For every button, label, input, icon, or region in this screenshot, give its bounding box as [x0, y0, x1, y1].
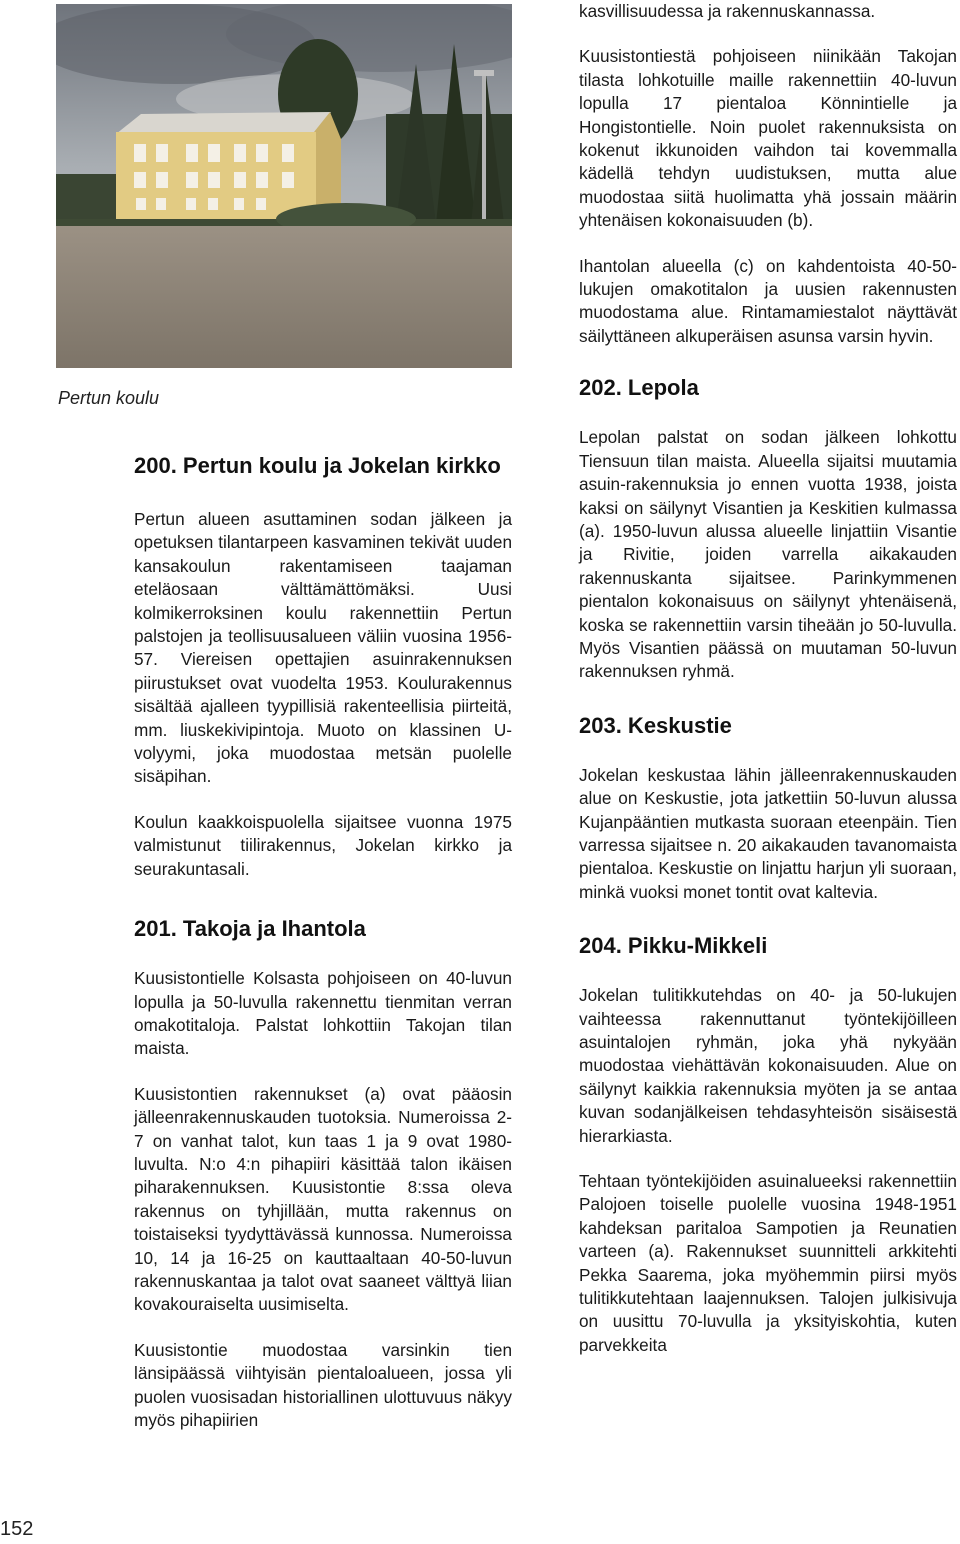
photo-caption: Pertun koulu — [58, 388, 160, 408]
page-number: 152 — [0, 1518, 34, 1540]
paragraph-200-1: Pertun alueen asuttaminen sodan jälkeen ja opetuksen tilantarpeen kasvaminen tekivät uuden kansakoulun rakentamiseen taajaman eteläosaan välttämättömäksi. Uusi kolmikerroksinen koulu rakennettiin Pertun palstojen ja teollisuusalueen väliin vuosina 1956-57. Viereisen opettajien asuinrakennuksen piirustukset ovat vuodelta 1953. Koulurakennus sisältää ajalleen tyypillisiä rakenteellisia piirteitä, mm. liuskekivipintoja. Muoto on klassinen U-volyymi, joka muodostaa metsän puolelle sisäpihan. — [134, 509, 512, 787]
right-column — [579, 0, 957, 1357]
heading-204: 204. Pikku-Mikkeli — [579, 933, 768, 959]
paragraph-201-1: Kuusistontielle Kolsasta pohjoiseen on 40-luvun lopulla ja 50-luvulla rakennettu tienmitan verran omakotitaloja. Palstat lohkottiin Takojan tilan maista. — [134, 968, 512, 1059]
heading-203: 203. Keskustie — [579, 712, 732, 738]
heading-201: 201. Takoja ja Ihantola — [134, 916, 366, 942]
paragraph-201-5: Ihantolan alueella (c) on kahdentoista 40-50-lukujen omakotitalon ja uusien rakennusten muodostama alue. Rintamamiestalot näyttävät säilyttäneen alkuperäisen asunsa varsin hyvin. — [579, 255, 957, 346]
paragraph-200-2: Koulun kaakkoispuolella sijaitsee vuonna 1975 valmistunut tiilirakennus, Jokelan kirkko ja seurakuntasali. — [134, 811, 512, 879]
paragraph-204-2: Tehtaan työntekijöiden asuinalueeksi rakennettiin Palojoen toiselle puolelle vuosina 1948-1951 kahdeksan paritaloa Sampotien ja Reunatien varteen (a). Rakennukset suunnitteli arkkitehti Pekka Saarema, joka myöhemmin piirsi myös tulitikkutehtaan laajennuksen. Talojen julkisivuja on uusittu 70-luvulla ja yksityiskohtia, kuten parvekkeita — [579, 1171, 957, 1355]
school-photo — [56, 4, 512, 368]
paragraph-201-3: Kuusistontie muodostaa varsinkin tien länsipäässä viihtyisän pientaloalueen, jossa yli puolen vuosisadan historiallinen ulottuvuus näkyy myös pihapiirien — [134, 1339, 512, 1430]
paragraph-201-2: Kuusistontien rakennukset (a) ovat pääosin jälleenrakennuskauden tuotoksia. Numeroissa 2-7 on vanhat talot, kun taas 1 ja 9 ovat 1980-luvulta. N:o 4:n pihapiiri käsittää talon ikäisen piharakennuksen. Kuusistontie 8:ssa oleva rakennus on tyhjillään, mutta rakennus on toistaiseksi tyydyttävässä kunnossa. Numeroissa 10, 14 ja 16-25 on kauttaaltaan 40-50-luvun rakennuskantaa ja talot ovat saaneet välttyä liian kovakouraiselta uusimiselta. — [134, 1083, 512, 1315]
paragraph-202: Lepolan palstat on sodan jälkeen lohkottu Tiensuun tilan maista. Alueella sijaitsi muutamia asuin-rakennuksia jo ennen vuotta 1938, joista kaksi on säilynyt Visantien ja Keskitien kulmassa (a). 1950-luvun alussa alueelle linjattiin Visantie ja Rivitie, joiden varrella aikakauden rakennuskanta sijaitsee. Parinkymmenen pientalon kokonaisuus on säilynyt yhtenäisenä, koska se rakennettiin varsin tiheään jo 50-luvulla. Myös Visantien päässä on muutaman 50-luvun rakennuksen ryhmä. — [579, 427, 957, 682]
paragraph-continued: kasvillisuudessa ja rakennuskannassa. — [579, 1, 876, 21]
paragraph-204-1: Jokelan tulitikkutehdas on 40- ja 50-lukujen vaihteessa rakennuttanut työntekijöilleen asuintalojen ryhmän, joka yhä nykyään muodostaa viehättävän kokonaisuuden. Alue on säilynyt kaikkia rakennuksia myöten ja se antaa kuvan sodanjälkeisen tehdasyhteisön sisäisestä hierarkiasta. — [579, 985, 957, 1146]
left-column — [134, 452, 512, 1432]
heading-200: 200. Pertun koulu ja Jokelan kirkko — [134, 453, 501, 478]
paragraph-201-4: Kuusistontiestä pohjoiseen niinikään Takojan tilasta lohkotuille maille rakennettiin 40-luvun lopulla 17 pientaloa Könnintielle ja Hongistontielle. Noin puolet rakennuksista on kokenut ikkunoiden vaihdon tai kovemmalla kädellä tehdyn uudistuksen, mutta alue muodostaa siitä huolimatta yhä jossain määrin yhtenäisen kokonaisuuden (b). — [579, 46, 957, 231]
school-building-image — [56, 4, 512, 368]
paragraph-203: Jokelan keskustaa lähin jälleenrakennuskauden alue on Keskustie, jota jatkettiin 50-luvun alussa Kujanpääntien mutkasta suoraan eteenpäin. Tien varressa sijaitsee n. 20 aikakauden tavanomaista pientaloa. Keskustie on linjattu harjun yli suoraan, minkä vuoksi monet tontit ovat kaltevia. — [579, 764, 957, 902]
heading-202: 202. Lepola — [579, 375, 699, 401]
